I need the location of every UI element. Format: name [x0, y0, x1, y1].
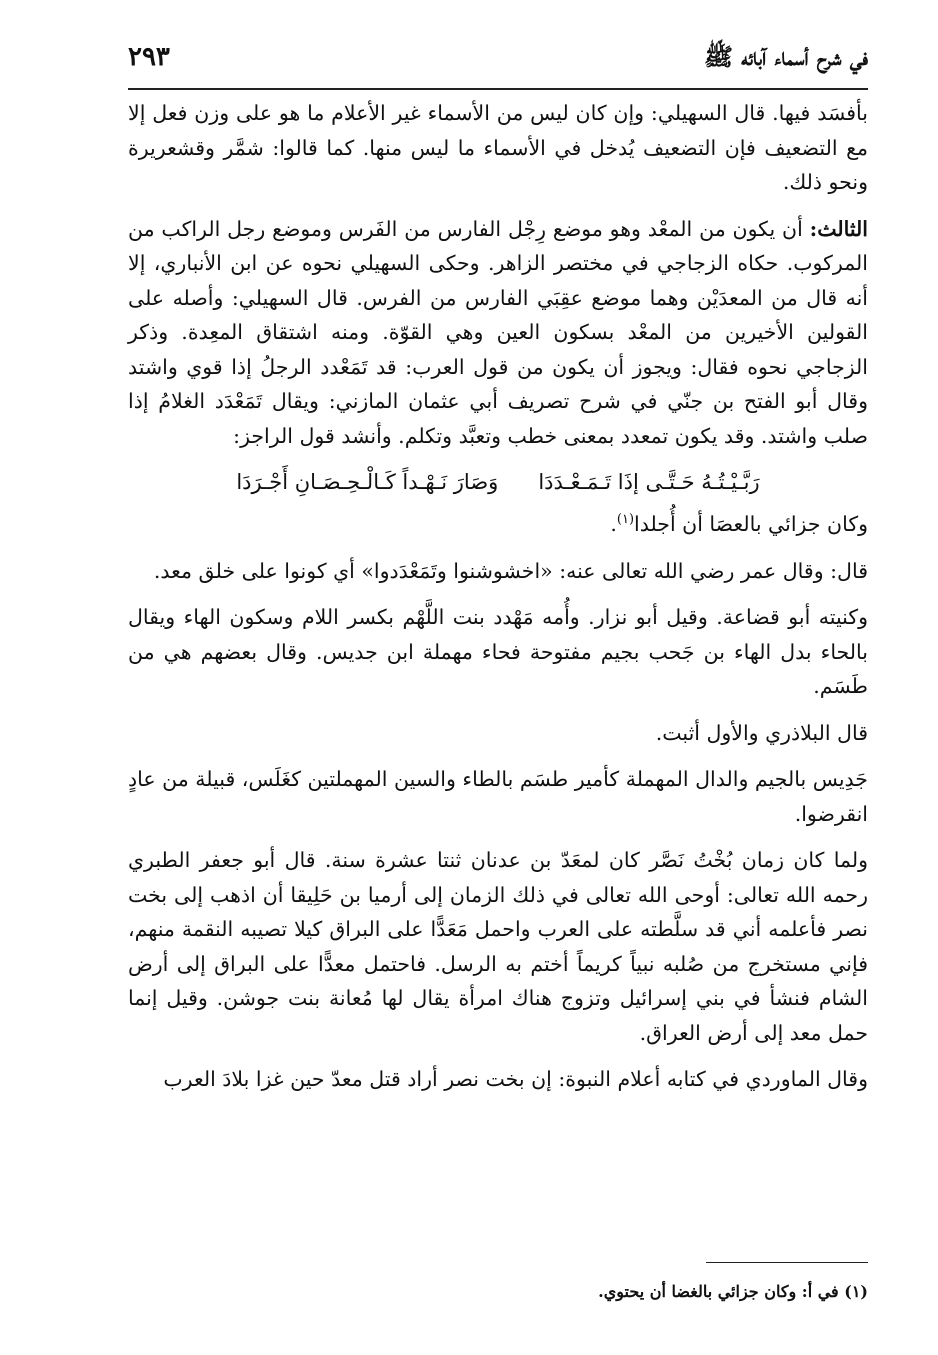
paragraph: وقال الماوردي في كتابه أعلام النبوة: إن بخت نصر أراد قتل معدّ حين غزا بلادَ العرب: [163, 1067, 868, 1091]
running-title: في شرح أسماء آبائه ﷺ: [703, 42, 868, 71]
page-header: [128, 38, 868, 90]
paragraph: قال البلاذري والأول أثبت.: [655, 720, 868, 745]
verse-hemistich-right: رَبَّـيْـتُـهُ حَـتَّـى إذَا تَـمَـعْـدَدَا: [538, 470, 760, 494]
paragraph: بأفسَد فيها. قال السهيلي: وإن كان ليس من الأسماء غير الأعلام ما هو على وزن فعل إلا مع التضعيف فإن التضعيف يُدخل في الأسماء ما ليس منها. كما قالوا: شمَّر وقشعريرة ونحو ذلك.: [128, 101, 868, 194]
section-label: الثالث:: [809, 216, 868, 241]
verse-second-line: وكان جزائي بالعصَا أن أُجلدا$^{(١)}$.: [610, 512, 868, 536]
verse-hemistich-left: وَصَارَ نَـهْـداً كَـالْـحِـصَـانِ أَجْـرَدَا: [236, 470, 499, 494]
footnote-divider: [706, 1262, 868, 1263]
paragraph-text: أن يكون من المعْد وهو موضع رِجْل الفارس من الفَرس وموضع رجل الراكب من المركوب. حكاه الزجاجي في مختصر الزاهر. وحكى السهيلي نحوه عن ابن الأنباري، إلا أنه قال من المعدَيْن وهما موضع عقِبَي الفارس من الفرس. قال السهيلي: وأصله على القولين الأخيرين من المعْد بسكون العين وهي القوّة. ومنه اشتقاق المعِدة. وذكر الزجاجي نحوه فقال: ويجوز أن يكون من قول العرب: قد تَمَعْدد الرجلُ إذا قوي واشتد وقال أبو الفتح بن جنّي في شرح تصريف أبي عثمان المازني: ويقال تَمَعْدَد الغلامُ إذا صلب واشتد. وقد يكون تمعدد بمعنى خطب وتعبَّد وتكلم. وأنشد قول الراجز:: [128, 216, 868, 448]
paragraph: وكنيته أبو قضاعة. وقيل أبو نزار. وأُمه مَهْدد بنت اللَّهْم بكسر اللام وسكون الهاء ويقال بالحاء بدل الهاء بن جَحب بجيم مفتوحة فحاء مهملة ابن جديس. وقال بعضهم هي من طَسَم.: [128, 605, 868, 698]
footnote-reference: (١): [616, 512, 635, 528]
poem-verse: [128, 465, 868, 499]
main-text: [128, 96, 868, 1109]
footnote: (١) في أ: وكان جزائي بالغضا أن يحتوي.: [598, 1282, 868, 1301]
page-number: ٢٩٣: [128, 42, 170, 72]
paragraph: ولما كان زمان بُخْتُ نَصَّر كان لمعَدّ بن عدنان ثنتا عشرة سنة. قال أبو جعفر الطبري رحمه الله تعالى: أوحى الله تعالى في ذلك الزمان إلى أرميا بن حَلِيقا أن اذهب إلى بخت نصر فأعلمه أني قد سلَّطته على العرب واحمل مَعَدًّا على البراق كيلا تصيبه النقمة منهم، فإني مستخرج من صُلبه نبياً كريماً أختم به الرسل. فاحتمل معدًّا على البراق إلى أرض الشام فنشأ في بني إسرائيل وتزوج هناك امرأة يقال لها مُعانة بنت جوشن. وقيل إنما حمل معد إلى أرض العراق.: [128, 848, 868, 1045]
verse-line-text: وكان جزائي بالعصَا أن أُجلدا: [634, 512, 868, 536]
paragraph: جَدِيس بالجيم والدال المهملة كأمير طسَم بالطاء والسين المهملتين كغَلَس، قبيلة من عادٍ انقرضوا.: [128, 767, 868, 826]
paragraph: قال: وقال عمر رضي الله تعالى عنه: «اخشوشنوا وتَمَعْدَدوا» أي كونوا على خلق معد.: [153, 558, 868, 583]
paragraph-third-opinion: [128, 212, 868, 454]
